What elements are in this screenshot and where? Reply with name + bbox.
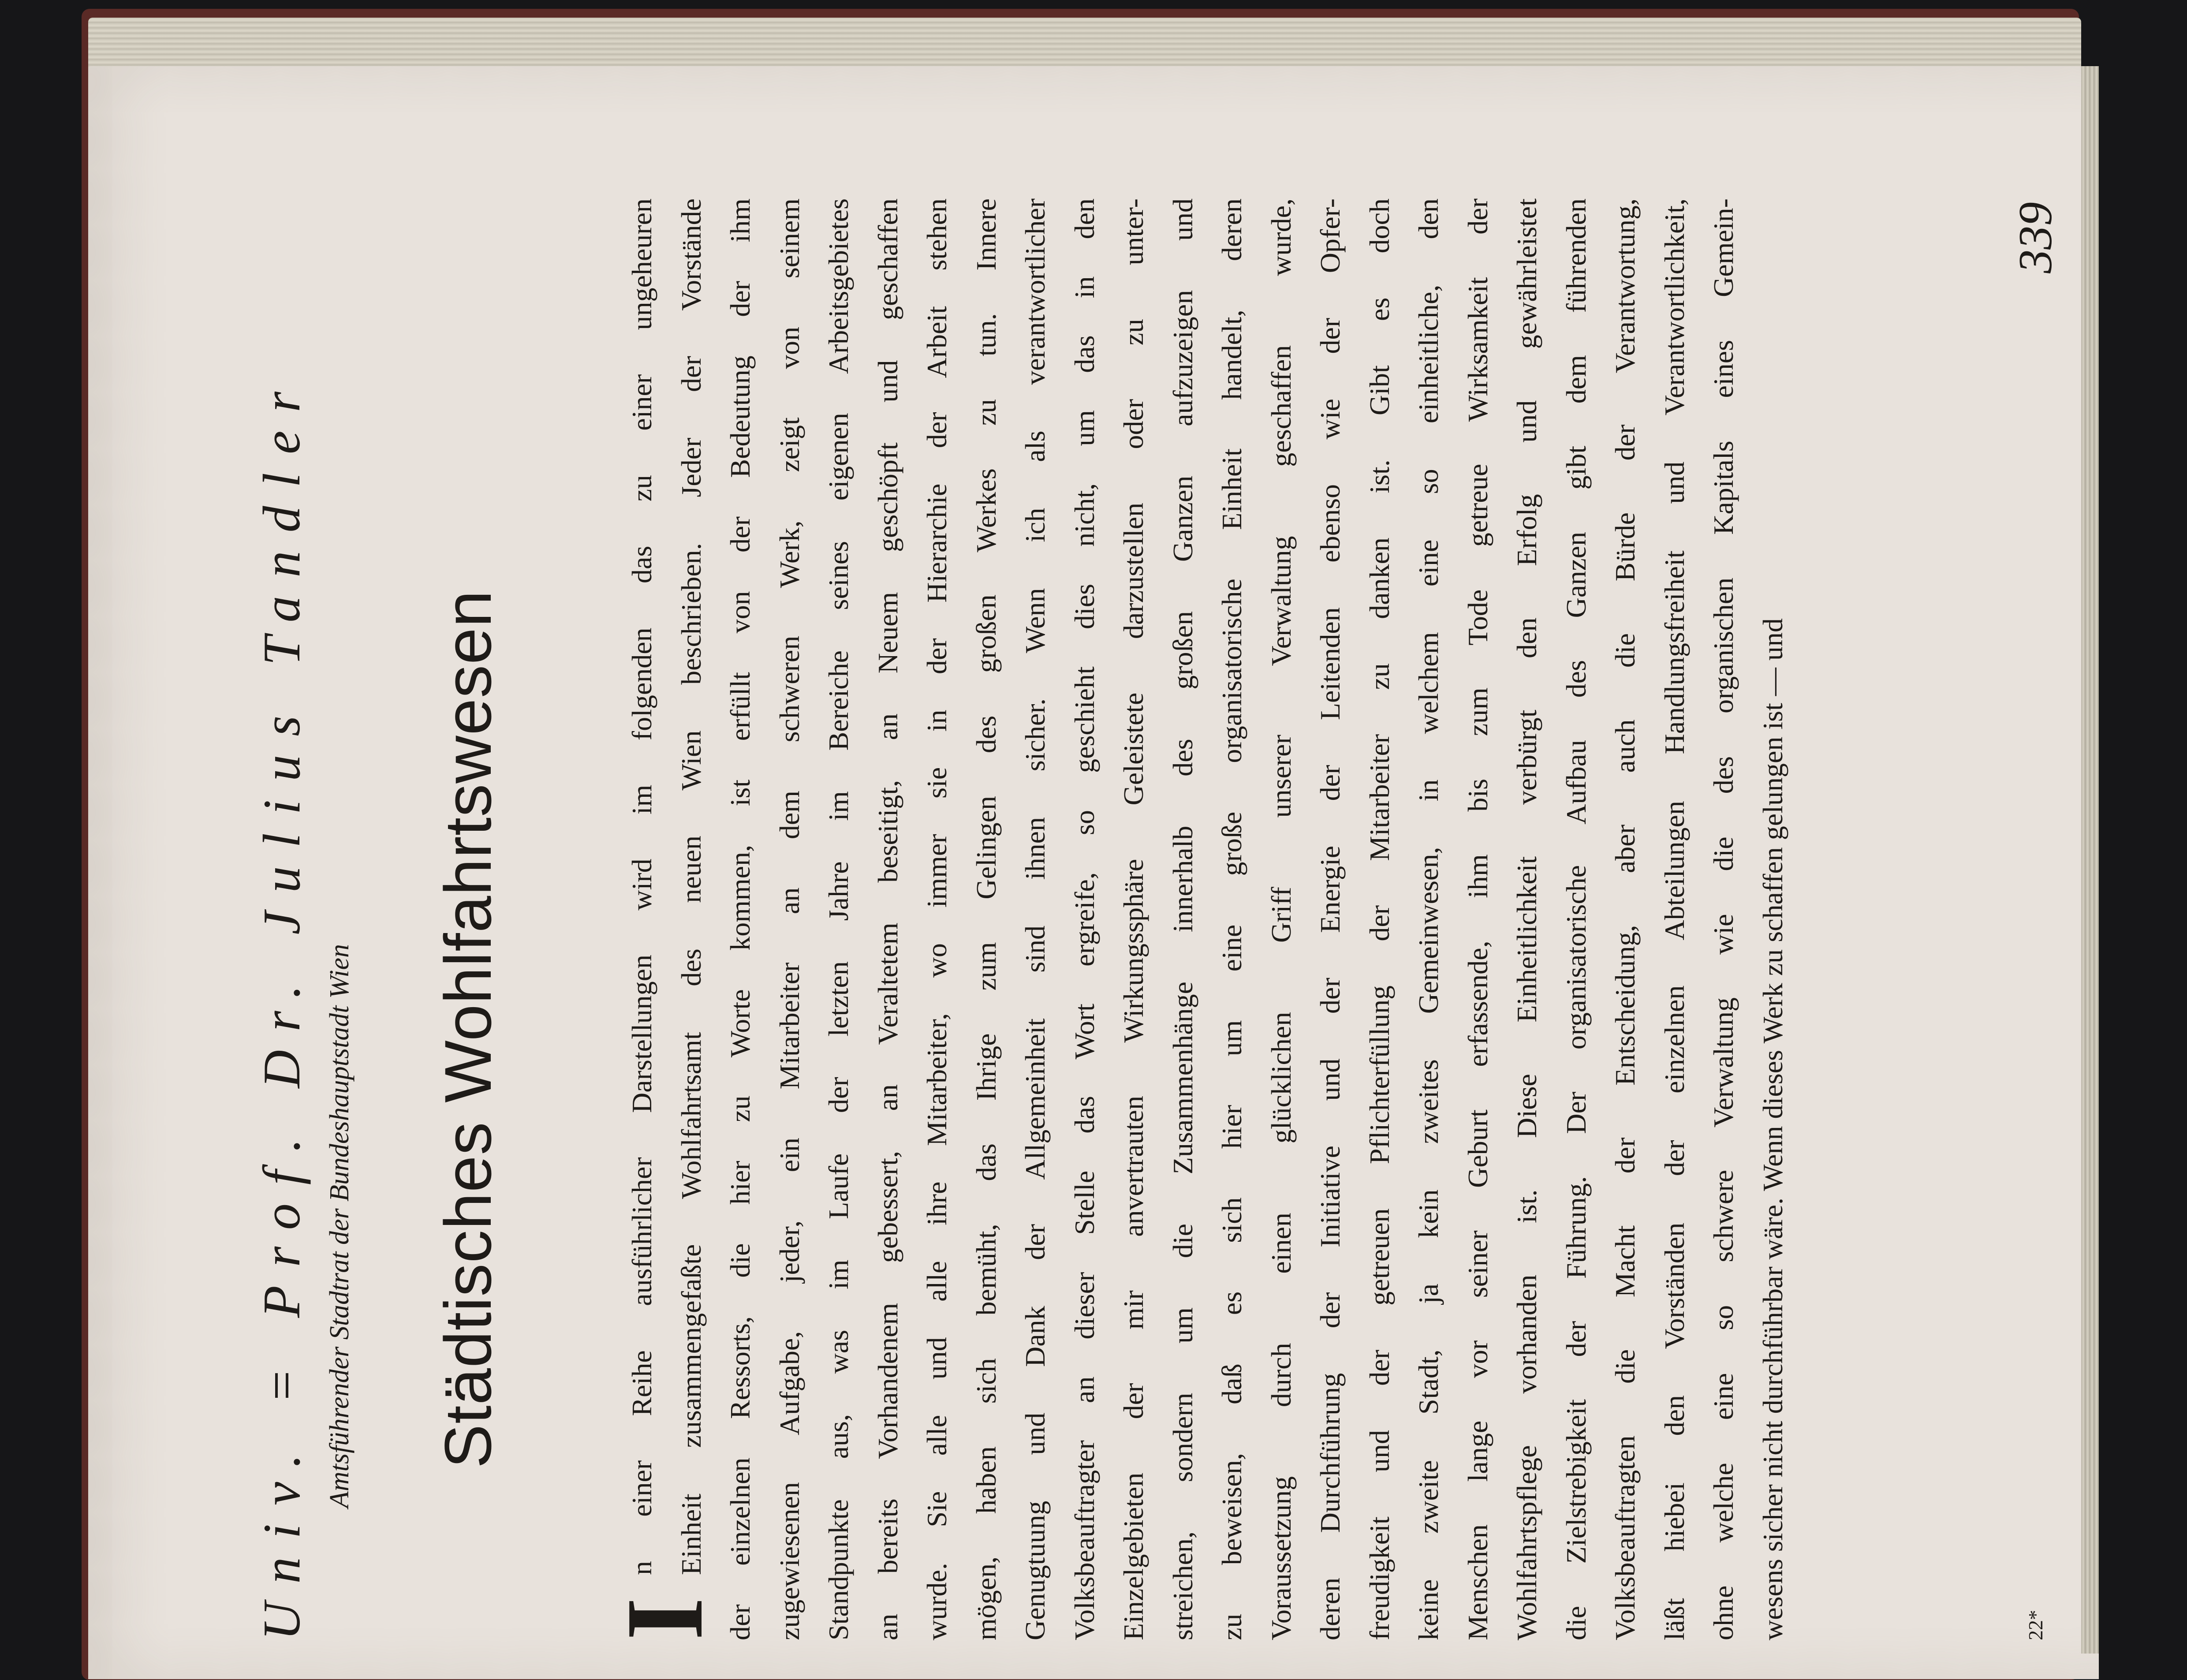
page-edges-right <box>2081 66 2099 1654</box>
text-line: Standpunkte aus, was im Laufe der letzten Jahre im Bereiche seines eigenen Arbeitsgebietes <box>823 198 854 1640</box>
text-line: Einzelgebieten der mir anvertrauten Wirkungssphäre Geleistete darzustellen oder zu unter- <box>1118 198 1149 1640</box>
text-line: Menschen lange vor seiner Geburt erfassende, ihm bis zum Tode getreue Wirksamkeit der <box>1462 198 1493 1640</box>
text-line: Volksbeauftragten die Macht der Entscheidung, aber auch die Bürde der Verantwortung, <box>1609 198 1641 1640</box>
text-line: n einer Reihe ausführlicher Darstellungen wird im folgenden das zu einer ungeheuren <box>626 198 657 1575</box>
rotated-page-content <box>251 194 2062 1640</box>
text-line: Wohlfahrtspflege vorhanden ist. Diese Einheitlichkeit verbürgt den Erfolg und gewährleistet <box>1511 198 1542 1640</box>
text-line: an bereits Vorhandenem gebessert, an Veraltetem beseitigt, an Neuem geschöpft und geschaffen <box>872 198 903 1640</box>
text-line: zu beweisen, daß es sich hier um eine große organisatorische Einheit handelt, deren <box>1216 198 1247 1640</box>
signature-mark: 22* <box>2024 1610 2047 1640</box>
text-line: ohne welche eine so schwere Verwaltung wie die des organischen Kapitals eines Gemein- <box>1708 198 1739 1640</box>
book-page <box>88 66 2099 1679</box>
drop-cap: I <box>604 1597 726 1640</box>
text-line: zugewiesenen Aufgabe, jeder, ein Mitarbeiter an dem schweren Werk, zeigt von seinem <box>773 198 805 1640</box>
text-line: Genugtuung und Dank der Allgemeinheit sind ihnen sicher. Wenn ich als verantwortlicher <box>1019 198 1051 1640</box>
text-line: wurde. Sie alle und alle ihre Mitarbeiter, wo immer sie in der Hierarchie der Arbeit stehen <box>921 198 952 1640</box>
article-title: Städtisches Wohlfahrtswesen <box>431 590 505 1468</box>
text-line: läßt hiebei den Vorständen der einzelnen Abteilungen Handlungsfreiheit und Verantwortlichkeit, <box>1658 198 1690 1640</box>
text-line: mögen, haben sich bemüht, das Ihrige zum Gelingen des großen Werkes zu tun. Innere <box>970 198 1002 1640</box>
text-line: streichen, sondern um die Zusammenhänge innerhalb des großen Ganzen aufzuzeigen und <box>1167 198 1198 1640</box>
text-line: deren Durchführung der Initiative und der Energie der Leitenden ebenso wie der Opfer- <box>1314 198 1346 1640</box>
text-line: die Zielstrebigkeit der Führung. Der organisatorische Aufbau des Ganzen gibt dem führenden <box>1560 198 1592 1640</box>
author-subtitle: Amtsführender Stadtrat der Bundeshauptstadt Wien <box>325 944 355 1508</box>
author-line: Univ. = Prof. Dr. Julius Tandler <box>252 373 311 1640</box>
text-line: keine zweite Stadt, ja kein zweites Gemeinwesen, in welchem eine so einheitliche, den <box>1413 198 1444 1640</box>
page-number: 339 <box>2009 202 2062 273</box>
text-line: Voraussetzung durch einen glücklichen Griff unserer Verwaltung geschaffen wurde, <box>1265 198 1297 1640</box>
body-text <box>604 198 1797 1640</box>
text-line: Einheit zusammengefaßte Wohlfahrtsamt des neuen Wien beschrieben. Jeder der Vorstände <box>675 198 707 1575</box>
text-line: Volksbeauftragter an dieser Stelle das Wort ergreife, so geschieht dies nicht, um das in den <box>1068 198 1100 1640</box>
text-line: freudigkeit und der getreuen Pflichterfüllung der Mitarbeiter zu danken ist. Gibt es doch <box>1363 198 1395 1640</box>
text-line: wesens sicher nicht durchführbar wäre. Wenn dieses Werk zu schaffen gelungen ist — und <box>1757 618 1788 1640</box>
text-line: der einzelnen Ressorts, die hier zu Worte kommen, ist erfüllt von der Bedeutung der ihm <box>724 198 756 1640</box>
